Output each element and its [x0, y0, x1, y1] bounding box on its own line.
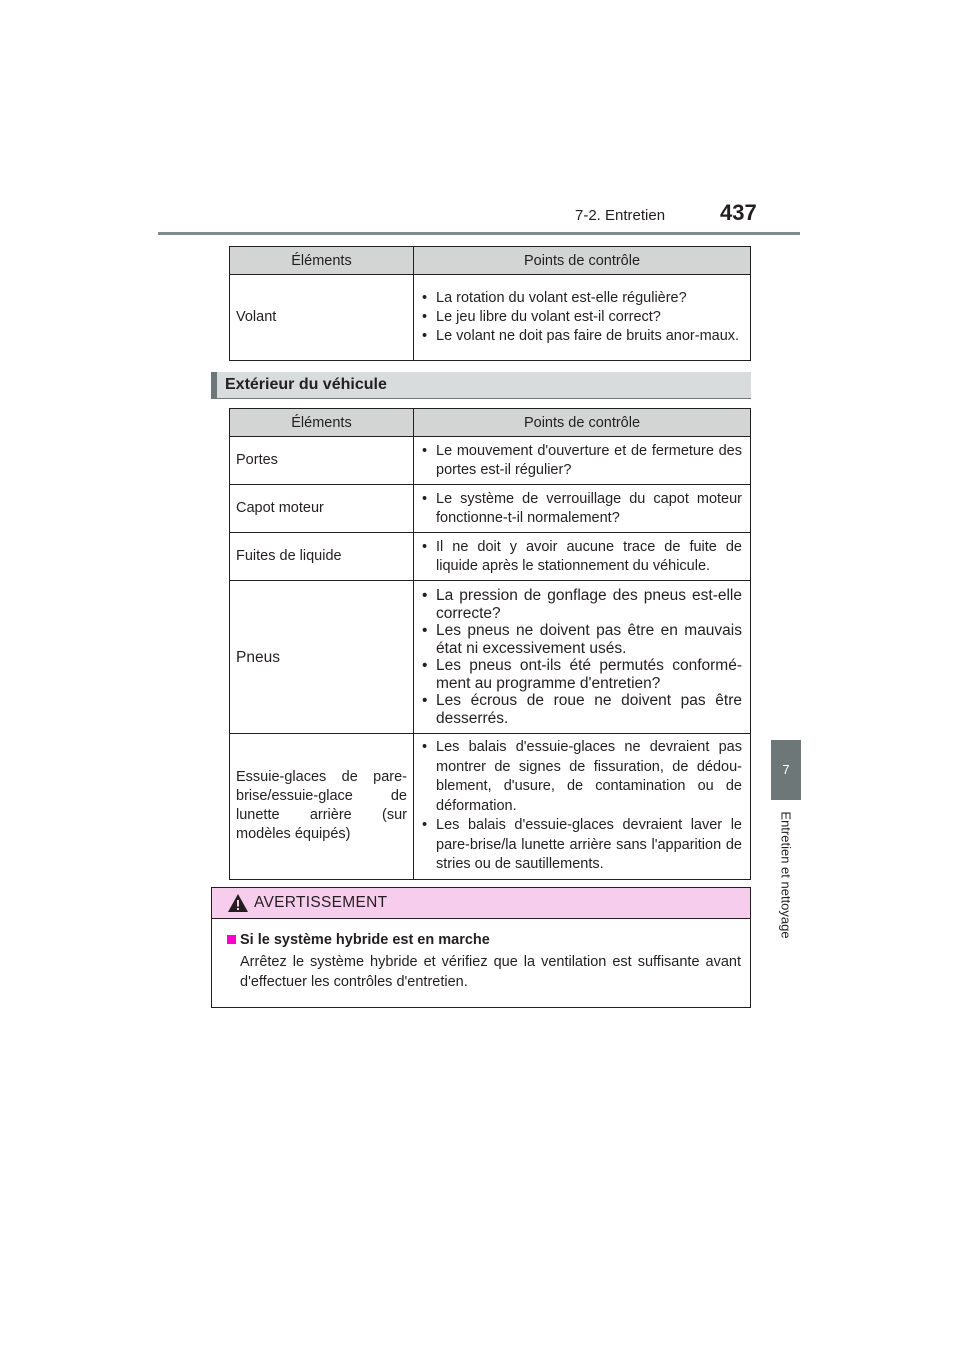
- checkpoints-cell: [414, 734, 751, 880]
- checkpoint-item: • Les pneus ne doivent pas être en mauvais état ni excessivement usés.: [420, 622, 742, 657]
- warning-body: Arrêtez le système hybride et vérifiez que la ventilation est suffisante avant d'effectuer les contrôles d'entretien.: [240, 954, 741, 990]
- checkpoint-item: • Le mouvement d'ouverture et de fermeture des portes est-il régulier?: [420, 442, 742, 480]
- column-header-elements: Éléments: [230, 409, 414, 437]
- warning-title: AVERTISSEMENT: [254, 894, 388, 911]
- column-header-checkpoints: Points de contrôle: [414, 409, 751, 437]
- checkpoints-cell: [414, 485, 751, 533]
- checkpoint-item: • La pression de gonflage des pneus est-elle correcte?: [420, 587, 742, 622]
- checkpoint-item: • Les pneus ont-ils été permutés conformé-ment au programme d'entretien?: [420, 657, 742, 692]
- element-cell: Capot moteur: [230, 485, 414, 533]
- side-tab-label: Entretien et nettoyage: [778, 811, 794, 939]
- checkpoint-item: • Le volant ne doit pas faire de bruits anor-maux.: [420, 327, 742, 346]
- table-row: [230, 275, 751, 361]
- side-tab-number: 7: [771, 740, 801, 800]
- table-row: [230, 437, 751, 485]
- checkpoints-cell: [414, 581, 751, 734]
- table-row: [230, 485, 751, 533]
- element-cell: Volant: [230, 275, 414, 361]
- warning-box: [211, 887, 751, 1008]
- checkpoint-item: • Il ne doit y avoir aucune trace de fuite de liquide après le stationnement du véhicule.: [420, 538, 742, 576]
- checkpoint-item: • Le système de verrouillage du capot moteur fonctionne-t-il normalement?: [420, 490, 742, 528]
- checkpoint-item: • La rotation du volant est-elle régulière?: [420, 289, 742, 308]
- section-heading-marker: [211, 372, 217, 399]
- exterior-check-table: [229, 408, 751, 880]
- warning-header: [212, 888, 750, 919]
- page-number: 437: [720, 200, 757, 225]
- checkpoints-cell: [414, 437, 751, 485]
- checkpoint-item: • Les balais d'essuie-glaces devraient laver le pare-brise/la lunette arrière sans l'apparition de stries ou de sautillements.: [420, 816, 742, 875]
- warning-subtitle-row: [227, 932, 490, 948]
- section-heading-rule: [211, 398, 751, 399]
- element-cell: Essuie-glaces de pare-brise/essuie-glace de lunette arrière (sur modèles équipés): [230, 734, 414, 880]
- checkpoint-item: • Le jeu libre du volant est-il correct?: [420, 308, 742, 327]
- table-row: [230, 581, 751, 734]
- header-rule: [158, 232, 800, 235]
- column-header-checkpoints: Points de contrôle: [414, 247, 751, 275]
- checkpoints-cell: [414, 533, 751, 581]
- checkpoint-item: • Les écrous de roue ne doivent pas être desserrés.: [420, 692, 742, 727]
- column-header-elements: Éléments: [230, 247, 414, 275]
- table-row: [230, 734, 751, 880]
- checkpoint-item: • Les balais d'essuie-glaces ne devraient pas montrer de signes de fissuration, de dédou-blement, d'usure, de contamination ou de déformation.: [420, 738, 742, 816]
- table-row: [230, 533, 751, 581]
- warning-subtitle: Si le système hybride est en marche: [240, 932, 490, 948]
- element-cell: Fuites de liquide: [230, 533, 414, 581]
- steering-check-table: [229, 246, 751, 361]
- section-heading: Extérieur du véhicule: [225, 376, 387, 393]
- element-cell: Portes: [230, 437, 414, 485]
- warning-triangle-icon: [227, 893, 249, 918]
- section-header: 7-2. Entretien: [575, 207, 666, 224]
- element-cell: Pneus: [230, 581, 414, 734]
- checkpoints-cell: [414, 275, 751, 361]
- square-bullet-icon: [227, 935, 236, 944]
